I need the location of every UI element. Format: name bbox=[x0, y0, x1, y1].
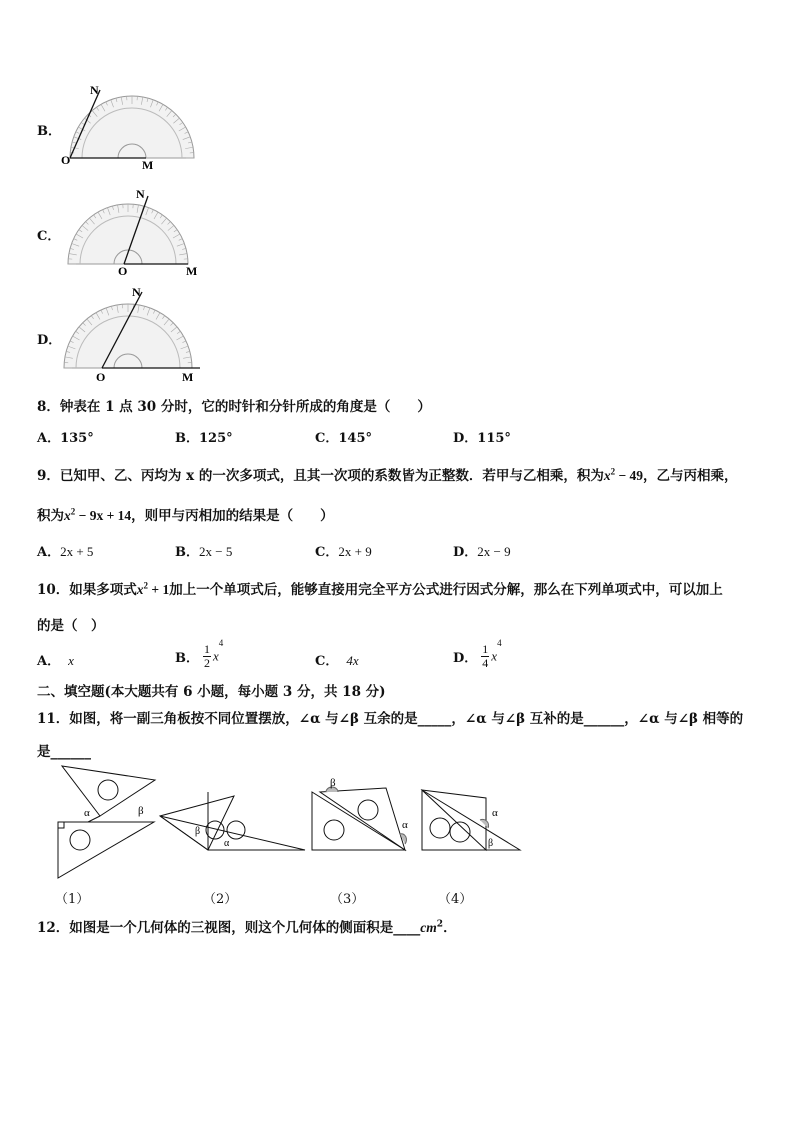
section-title: 二、填空题(本大题共有 6 小题，每小题 3 分，共 18 分) bbox=[37, 684, 386, 700]
caption: （4） bbox=[438, 892, 473, 907]
svg-text:α: α bbox=[402, 819, 408, 831]
q9-option-d[interactable]: D．2x − 9 bbox=[453, 544, 511, 560]
option-label: D． bbox=[37, 333, 62, 348]
q10-option-c[interactable]: C． 4x bbox=[315, 653, 359, 669]
figure-3 bbox=[312, 787, 406, 850]
q9-stem-line2: 积为$x^2 - 9x + 14$，则甲与丙相加的结果是（ ） bbox=[37, 506, 334, 524]
label-n: N bbox=[136, 187, 145, 201]
label-n: N bbox=[90, 83, 99, 97]
option-label: B． bbox=[37, 124, 61, 139]
q9-option-c[interactable]: C．2x + 9 bbox=[315, 544, 372, 560]
q10-option-b[interactable]: B． $\frac{1}{2}$ $x^4$ bbox=[175, 638, 224, 670]
option-label: C． bbox=[37, 229, 61, 244]
caption: （1） bbox=[55, 892, 90, 907]
label-o: O bbox=[61, 153, 71, 167]
protractor-figure-c bbox=[62, 186, 202, 278]
fraction: $\frac{1}{2}$ bbox=[204, 642, 210, 670]
q9-option-b[interactable]: B．2x − 5 bbox=[175, 544, 233, 560]
label-n: N bbox=[132, 286, 141, 299]
q10-option-a[interactable]: A． x bbox=[37, 653, 74, 669]
label-m: M bbox=[142, 158, 154, 172]
protractor-figure-d bbox=[58, 286, 206, 386]
label-m: M bbox=[182, 370, 194, 384]
figure-1 bbox=[58, 766, 155, 878]
svg-text:α: α bbox=[224, 838, 230, 849]
q8-stem: 8．钟表在 1 点 30 分时，它的时针和分针所成的角度是（ ） bbox=[37, 399, 431, 415]
figure-4 bbox=[422, 790, 520, 850]
q8-option-d[interactable]: D．115° bbox=[453, 431, 511, 446]
q10-stem-line2: 的是（ ） bbox=[37, 618, 105, 634]
svg-text:α: α bbox=[492, 807, 498, 819]
q8-option-c[interactable]: C．145° bbox=[315, 431, 372, 446]
q9-option-a[interactable]: A．2x + 5 bbox=[37, 544, 94, 560]
svg-text:β: β bbox=[138, 805, 144, 817]
q10-option-d[interactable]: D． $\frac{1}{4}$ $x^4$ bbox=[453, 638, 502, 670]
svg-text:β: β bbox=[330, 777, 336, 789]
q11-stem-line1: 11．如图，将一副三角板按不同位置摆放，∠α 与∠β 互余的是_____，∠α 与∠β 互补的是______，∠α 与∠β 相等的 bbox=[37, 711, 744, 727]
fraction: $\frac{1}{4}$ bbox=[482, 642, 489, 670]
triangle-set-figures bbox=[50, 762, 530, 882]
q10-stem-line1: 10．如果多项式$x^2 + 1$加上一个单项式后，能够直接用完全平方公式进行因式分解，那么在下列单项式中，可以加上 bbox=[37, 580, 723, 598]
q11-stem-line2: 是______ bbox=[37, 744, 91, 760]
svg-text:β: β bbox=[195, 826, 201, 837]
q8-option-a[interactable]: A．135° bbox=[37, 431, 94, 446]
caption: （2） bbox=[203, 892, 238, 907]
q12-stem: 12．如图是一个几何体的三视图，则这个几何体的侧面积是$\_\_\_\_cm^2$． bbox=[37, 919, 457, 936]
label-o: O bbox=[118, 264, 128, 278]
svg-text:α: α bbox=[84, 807, 90, 819]
label-o: O bbox=[96, 370, 106, 384]
caption: （3） bbox=[330, 892, 365, 907]
protractor-figure-b bbox=[60, 82, 200, 172]
label-m: M bbox=[186, 264, 198, 278]
svg-text:β: β bbox=[488, 838, 494, 849]
q8-option-b[interactable]: B．125° bbox=[175, 431, 233, 446]
figure-2 bbox=[160, 792, 305, 850]
q9-stem-line1: 9．已知甲、乙、丙均为 x 的一次多项式，且其一次项的系数皆为正整数．若甲与乙相乘，积为$x^2 - 49$，乙与丙相乘， bbox=[37, 466, 738, 484]
